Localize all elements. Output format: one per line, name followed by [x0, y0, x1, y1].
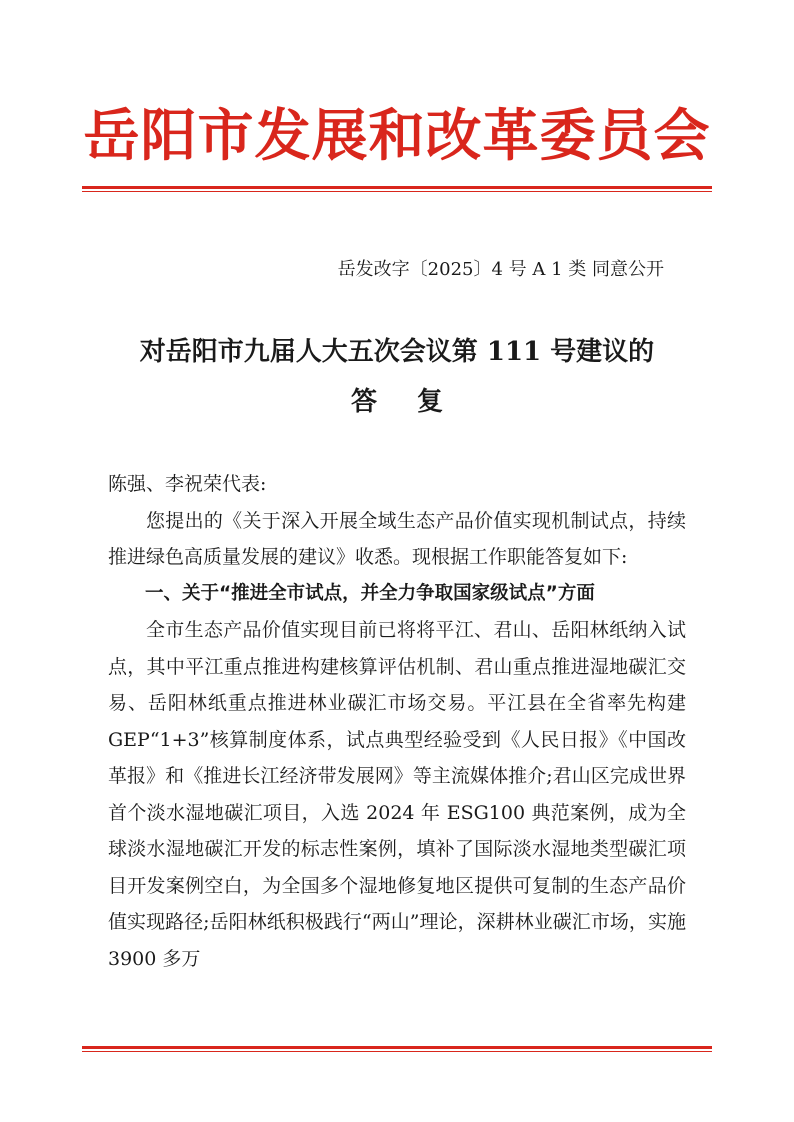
footer-divider [82, 1046, 712, 1052]
document-body [108, 466, 686, 977]
salutation: 陈强、李祝荣代表: [108, 473, 267, 495]
masthead-divider [82, 186, 712, 192]
body-paragraph: 全市生态产品价值实现目前已将将平江、君山、岳阳林纸纳入试点，其中平江重点推进构建核算评估机制、君山重点推进湿地碳汇交易、岳阳林纸重点推进林业碳汇市场交易。平江县在全省率先构建 GEP“1+3”核算制度体系，试点典型经验受到《人民日报》《中国改革报》和《推进长江经济带发展网》等主流媒体推介;君山区完成世界首个淡水湿地碳汇项目，入选 2024 年 ESG100 典范案例，成为全球淡水湿地碳汇开发的标志性案例，填补了国际淡水湿地类型碳汇项目开发案例空白，为全国多个湿地修复地区提供可复制的生态产品价值实现路径;岳阳林纸积极践行“两山”理论，深耕林业碳汇市场，实施 3900 多万 [108, 619, 686, 970]
document-number: 岳发改字〔2025〕4 号 A 1 类 同意公开 [337, 259, 664, 280]
masthead-title: 岳阳市发展和改革委员会 [83, 103, 711, 169]
divider-thin-line [82, 191, 712, 192]
section-heading: 一、关于“推进全市试点，并全力争取国家级试点”方面 [145, 582, 595, 604]
divider-thin-line [82, 1051, 712, 1052]
document-title-line1: 对岳阳市九届人大五次会议第 111 号建议的 [139, 337, 655, 367]
body-paragraph: 您提出的《关于深入开展全域生态产品价值实现机制试点，持续推进绿色高质量发展的建议》收悉。现根据工作职能答复如下: [108, 509, 686, 568]
document-title-line2: 答复 [350, 387, 483, 417]
